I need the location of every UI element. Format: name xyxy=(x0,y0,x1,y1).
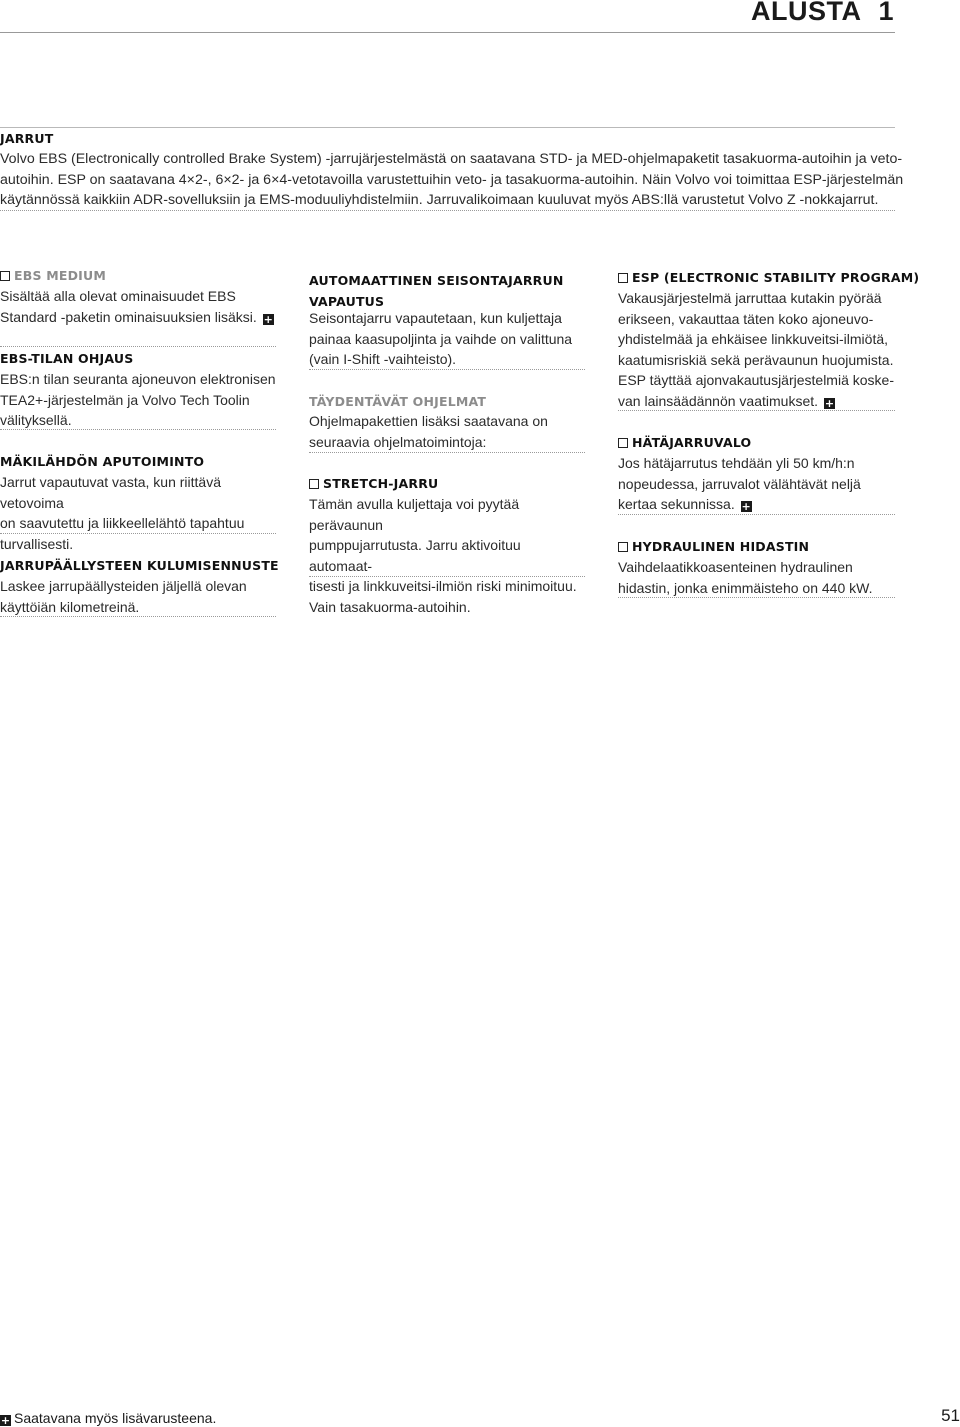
divider xyxy=(0,533,276,534)
ebs-tilan-ohjaus-text: EBS:n tilan seuranta ajoneuvon elektronisen TEA2+-järjestelmän ja Volvo Tech Toolin välityksellä. xyxy=(0,371,276,428)
ebs-tilan-ohjaus-title: EBS-TILAN OHJAUS xyxy=(0,351,134,366)
hydraulinen-hidastin-text: Vaihdelaatikkoasenteinen hydraulinen hidastin, jonka enimmäisteho on 440 kW. xyxy=(618,559,873,596)
seisontajarru-text: Seisontajarru vapautetaan, kun kuljettaja painaa kaasupoljinta ja vaihde on valittuna (vain I-Shift -vaihteisto). xyxy=(309,310,573,367)
taydentavat-ohjelmat-title: TÄYDENTÄVÄT OHJELMAT xyxy=(309,394,487,409)
footer-note: + Saatavana myös lisävarusteena. xyxy=(0,1410,217,1427)
stretch-jarru-title: STRETCH-JARRU xyxy=(309,476,438,491)
header-rule xyxy=(0,32,895,33)
divider xyxy=(0,346,276,347)
intro-bottom-rule xyxy=(0,210,895,211)
taydentavat-ohjelmat-text: Ohjelmapakettien lisäksi saatavana on seuraavia ohjelmatoimintoja: xyxy=(309,413,548,450)
chapter-title: ALUSTA xyxy=(750,0,861,26)
esp-text: Vakausjärjestelmä jarruttaa kutakin pyörää erikseen, vakauttaa täten koko ajoneuvo- yhdistelmää ja ehkäisee linkkuveitsi-ilmiötä, kaatumisriskiä sekä perävaunun huojumista. ESP täyttää ajonvakautusjärjestelmiä koske- van lainsäädännön vaatimukset. + xyxy=(618,290,894,410)
divider xyxy=(618,410,895,411)
intro-title: JARRUT xyxy=(0,131,54,146)
checkbox-icon xyxy=(618,542,628,552)
checkbox-icon xyxy=(0,271,10,281)
divider xyxy=(309,369,585,370)
ebs-medium-text: Sisältää alla olevat ominaisuudet EBS Standard -paketin ominaisuuksien lisäksi. + xyxy=(0,288,273,326)
checkbox-icon xyxy=(618,438,628,448)
plus-square-icon: + xyxy=(824,396,835,410)
divider xyxy=(618,597,895,598)
page-number: 51 xyxy=(941,1406,960,1425)
jarrupaallysteen-kulumisennuste-title: JARRUPÄÄLLYSTEEN KULUMISENNUSTE xyxy=(0,558,279,573)
esp-title: ESP (ELECTRONIC STABILITY PROGRAM) xyxy=(618,270,919,285)
intro-text: Volvo EBS (Electronically controlled Brake System) -jarrujärjestelmästä on saatavana STD- ja MED-ohjelmapaketit tasakuorma-autoihin ja veto- autoihin. ESP on saatavana 4×2-, 6×2- ja 6×4-vetotavoilla varustettuihin veto- ja tasakuorma-autoihin. Näin Volvo voi toimittaa ESP-järjestelmän käytännössä kaikkiin ADR-sovelluksiin ja EMS-moduuliyhdistelmiin. Jarruvalikoimaan kuuluvat myös ABS:llä varustetut Volvo Z -nokkajarrut. xyxy=(0,151,904,209)
ebs-medium-title: EBS MEDIUM xyxy=(0,268,106,283)
hatajarruvalo-title: HÄTÄJARRUVALO xyxy=(618,435,751,450)
page-header xyxy=(751,0,894,27)
chapter-number: 1 xyxy=(878,0,894,26)
divider xyxy=(618,514,895,515)
makilahdon-aputoiminto-title: MÄKILÄHDÖN APUTOIMINTO xyxy=(0,454,205,469)
divider xyxy=(0,429,276,430)
divider xyxy=(309,576,585,577)
stretch-jarru-text: Tämän avulla kuljettaja voi pyytää perävaunun pumppujarrutusta. Jarru aktivoituu automaat- tisesti ja linkkuveitsi-ilmiön riski minimoituu. Vain tasakuorma-autoihin. xyxy=(309,496,577,615)
hatajarruvalo-text: Jos hätäjarrutus tehdään yli 50 km/h:n nopeudessa, jarruvalot välähtävät neljä kertaa sekunnissa. + xyxy=(618,455,861,513)
plus-square-icon: + xyxy=(0,1414,11,1427)
divider xyxy=(309,452,585,453)
checkbox-icon xyxy=(309,479,319,489)
plus-square-icon: + xyxy=(263,312,273,326)
divider xyxy=(0,616,276,617)
checkbox-icon xyxy=(618,273,628,283)
makilahdon-aputoiminto-text: Jarrut vapautuvat vasta, kun riittävä vetovoima on saavutettu ja liikkeellelähtö tapahtuu turvallisesti. xyxy=(0,474,245,552)
seisontajarru-title: AUTOMAATTINEN SEISONTAJARRUN VAPAUTUS xyxy=(309,273,564,309)
jarrupaallysteen-kulumisennuste-text: Laskee jarrupäällysteiden jäljellä olevan käyttöiän kilometreinä. xyxy=(0,578,247,615)
hydraulinen-hidastin-title: HYDRAULINEN HIDASTIN xyxy=(618,539,809,554)
plus-square-icon: + xyxy=(741,500,751,513)
intro-top-rule xyxy=(0,127,895,128)
